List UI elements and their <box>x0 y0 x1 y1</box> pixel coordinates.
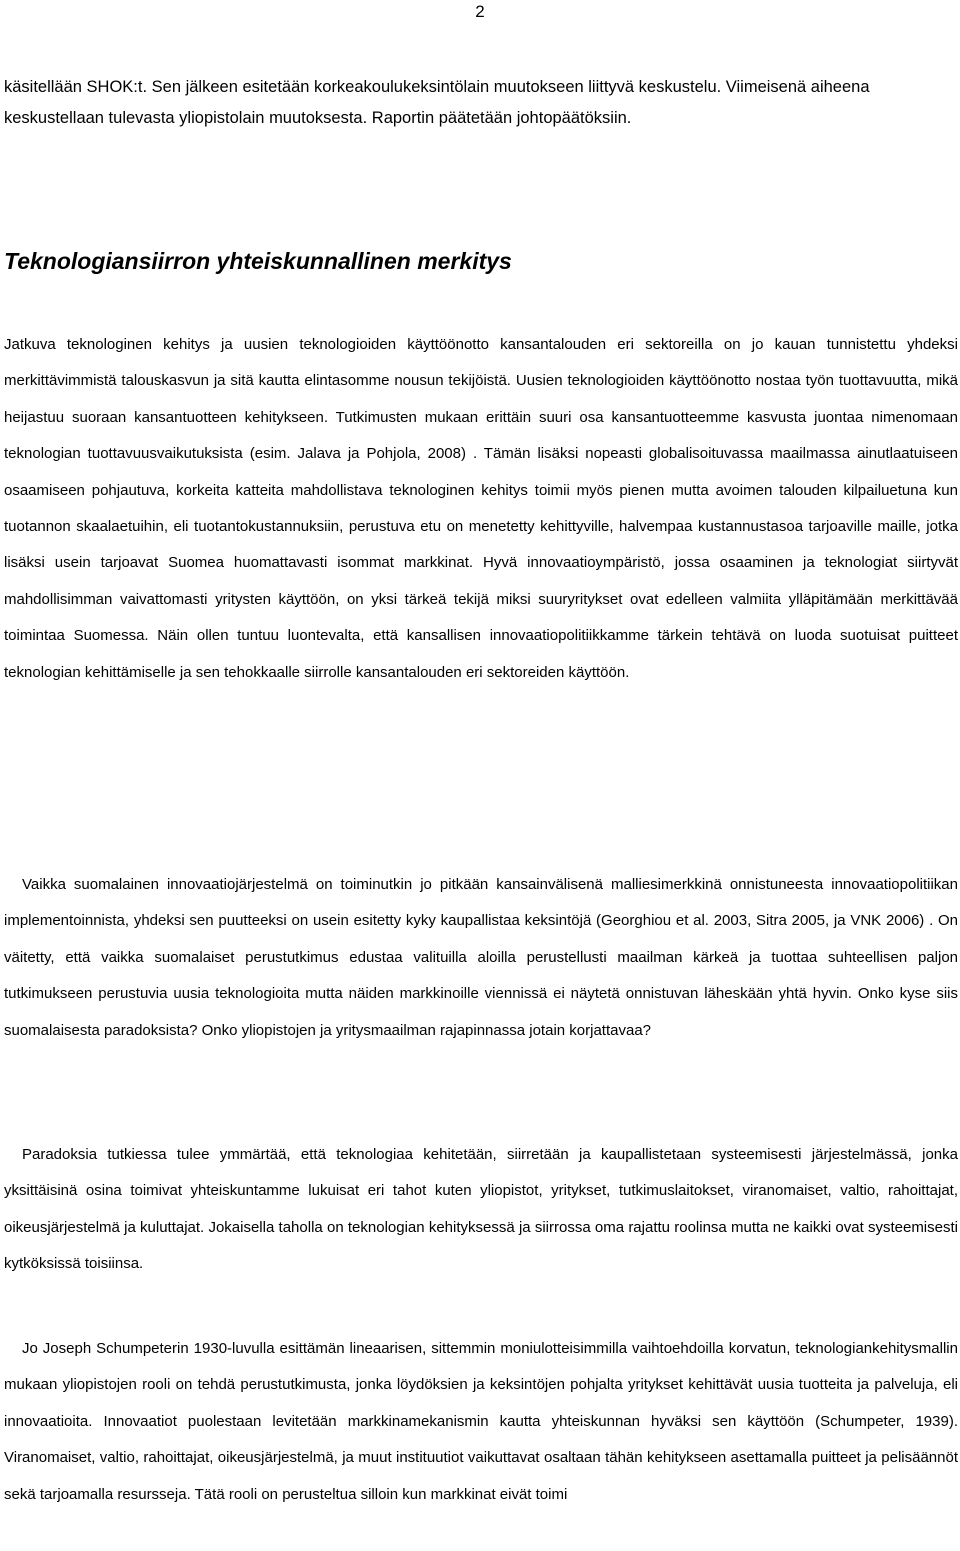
body-paragraph-4: Jo Joseph Schumpeterin 1930-luvulla esittämän lineaarisen, sittemmin moniulotteisimmilla vaihtoehdoilla korvatun, teknologiankehitysmallin mukaan yliopistojen rooli on tehdä perustutkimusta, jonka löydöksien ja keksintöjen pohjalta yritykset kehittävät uusia tuotteita ja palveluja, eli innovaatioita. Innovaatiot puolestaan levitetään markkinamekanismin kautta yhteiskunnan hyväksi sen käyttöön (Schumpeter, 1939). Viranomaiset, valtio, rahoittajat, oikeusjärjestelmä, ja muut instituutiot vaikuttavat osaltaan tähän kehitykseen asettamalla puitteet ja pelisäännöt sekä tarjoamalla resursseja. Tätä rooli on perusteltua silloin kun markkinat eivät toimi <box>4 1340 958 1503</box>
body-paragraph-3: Paradoksia tutkiessa tulee ymmärtää, että teknologiaa kehitetään, siirretään ja kaupallistetaan systeemisesti järjestelmässä, jonka yksittäisinä osina toimivat yhteiskuntamme lukuisat eri tahot kuten yliopistot, yritykset, tutkimuslaitokset, viranomaiset, valtio, rahoittajat, oikeusjärjestelmä ja kuluttajat. Jokaisella taholla on teknologian kehityksessä ja siirrossa oma rajattu roolinsa mutta ne kaikki ovat systeemisesti kytköksissä toisiinsa. <box>4 1146 958 1273</box>
page-number: 2 <box>475 2 485 21</box>
body-paragraph-2: Vaikka suomalainen innovaatiojärjestelmä on toiminutkin jo pitkään kansainvälisenä malliesimerkkinä onnistuneesta innovaatiopolitiikan implementoinnista, yhdeksi sen puutteeksi on usein esitetty kyky kaupallistaa keksintöjä (Georghiou et al. 2003, Sitra 2005, ja VNK 2006) . On väitetty, että vaikka suomalaiset perustutkimus edustaa valituilla aloilla perustellusti maailman kärkeä ja tuottaa suhteellisen paljon tutkimukseen perustuvia uusia teknologioita mutta näiden markkinoille viennissä ei näytetä onnistuvan läheskään yhtä hyvin. Onko kyse siis suomalaisesta paradoksista? Onko yliopistojen ja yritysmaailman rajapinnassa jotain korjattavaa? <box>4 876 958 1039</box>
intro-paragraph: käsitellään SHOK:t. Sen jälkeen esitetään korkeakoulukeksintölain muutokseen liittyvä keskustelu. Viimeisenä aiheena keskustellaan tulevasta yliopistolain muutoksesta. Raportin päätetään johtopäätöksiin. <box>4 78 870 127</box>
body-paragraph-1: Jatkuva teknologinen kehitys ja uusien teknologioiden käyttöönotto kansantalouden eri sektoreilla on jo kauan tunnistettu yhdeksi merkittävimmistä talouskasvun ja sitä kautta elintasomme nousun tekijöistä. Uusien teknologioiden käyttöönotto nostaa työn tuottavuutta, mikä heijastuu suoraan kansantuotteen kehitykseen. Tutkimusten mukaan erittäin suuri osa kansantuotteemme kasvusta juontaa nimenomaan teknologian tuottavuusvaikutuksista (esim. Jalava ja Pohjola, 2008) . Tämän lisäksi nopeasti globalisoituvassa maailmassa ainutlaatuiseen osaamiseen pohjautuva, korkeita katteita mahdollistava teknologinen kehitys toimii myös pienen mutta avoimen talouden kilpailuetuna kun tuotannon skaalaetuihin, eli tuotantokustannuksiin, perustuva etu on menetetty kehittyville, halvempaa kustannustasoa tarjoaville maille, jotka lisäksi usein tarjoavat Suomea huomattavasti isommat markkinat. Hyvä innovaatioympäristö, jossa osaaminen ja teknologiat siirtyvät mahdollisimman vaivattomasti yritysten käyttöön, on yksi tärkeä tekijä miksi suuryritykset ovat edelleen valmiita ylläpitämään merkittävää toimintaa Suomessa. Näin ollen tuntuu luontevalta, että kansallisen innovaatiopolitiikkamme tärkein tehtävä on luoda suotuisat puitteet teknologian kehittämiselle ja sen tehokkaalle siirrolle kansantalouden eri sektoreiden käyttöön. <box>4 336 958 681</box>
section-heading: Teknologiansiirron yhteiskunnallinen merkitys <box>4 248 512 274</box>
